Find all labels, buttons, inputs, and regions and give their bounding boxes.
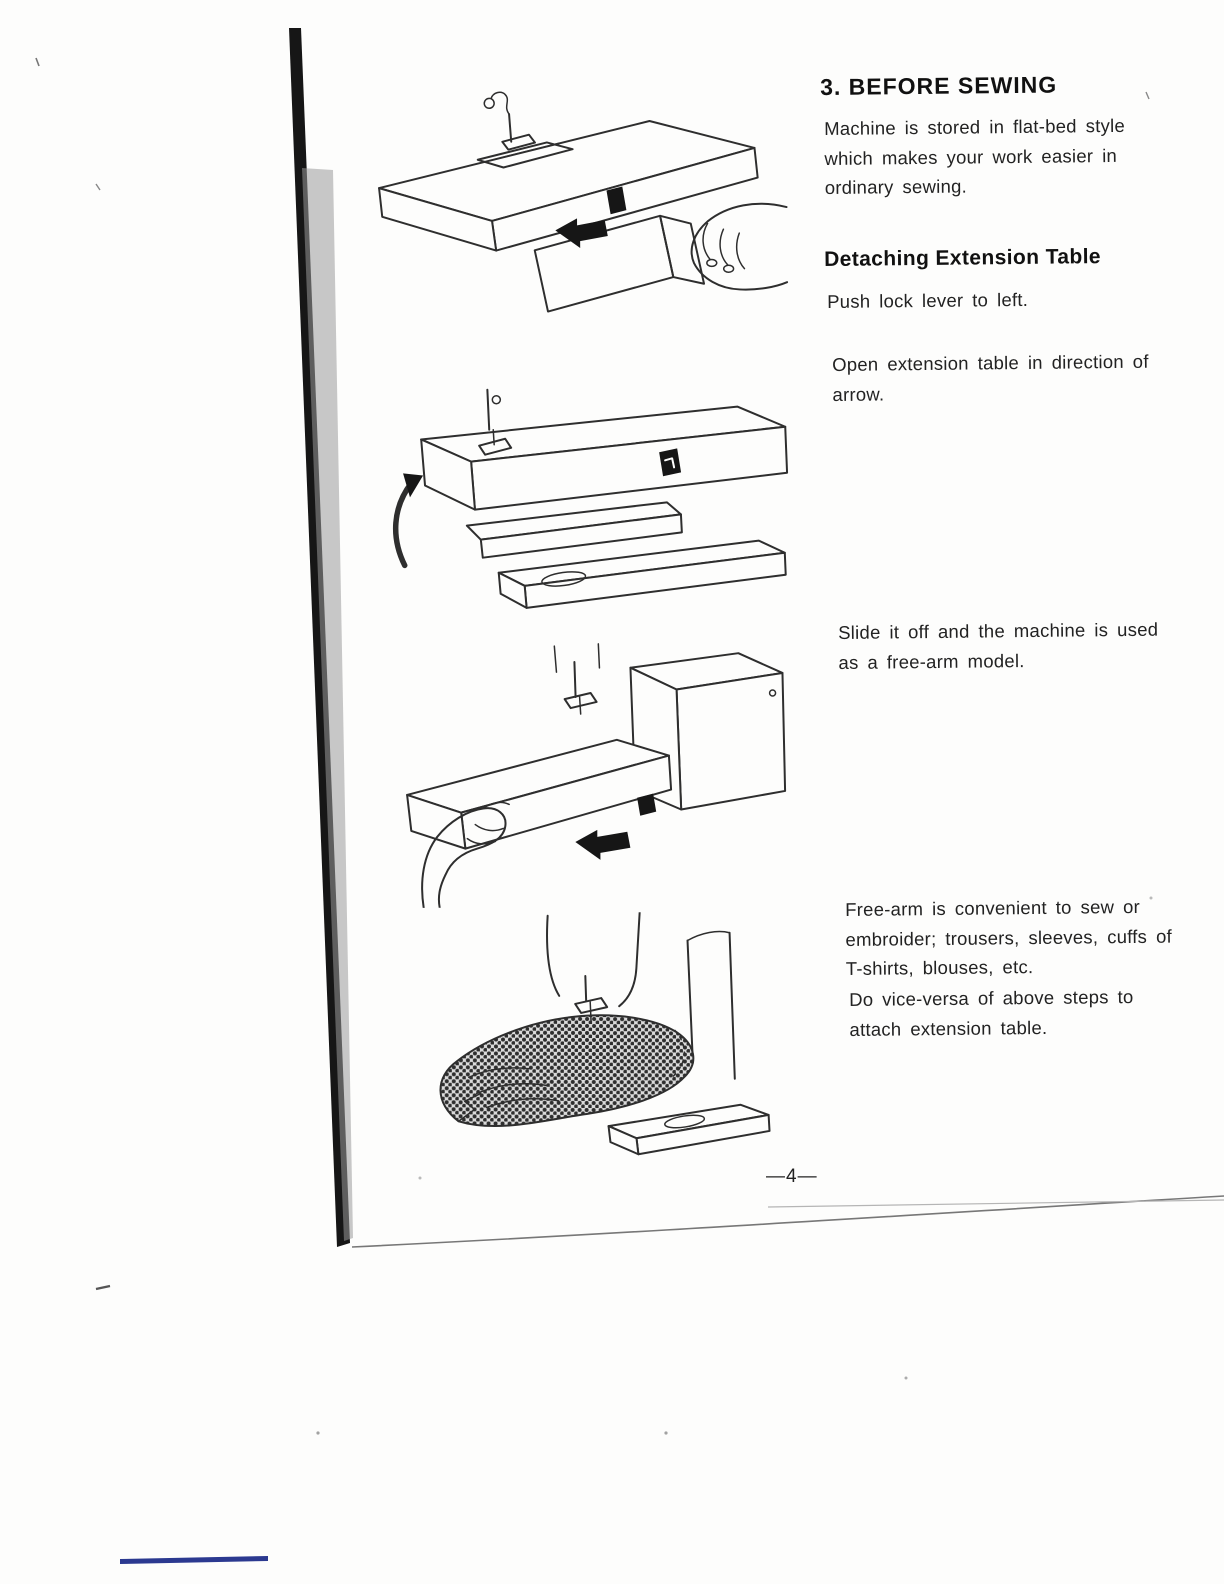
figure-slide-off-table	[377, 641, 790, 908]
extension-table	[407, 740, 672, 849]
intro-paragraph: Machine is stored in flat-bed style which makes your work easier in ordinary sewing.	[824, 114, 1126, 199]
scan-speck-2	[664, 1431, 667, 1434]
book-spine-shadow	[289, 28, 350, 1247]
page-title: 3. BEFORE SEWING	[820, 71, 1058, 100]
section-title: Detaching Extension Table	[824, 245, 1102, 271]
scan-speck-1	[316, 1431, 319, 1434]
fabric-sleeve	[440, 1014, 693, 1127]
stray-mark-top-left	[36, 58, 39, 66]
needle-head	[554, 644, 599, 714]
extension-table	[608, 1104, 769, 1155]
figure-free-arm-sewing	[387, 911, 790, 1168]
machine-arm	[421, 405, 787, 510]
stray-dash-mark	[96, 1286, 110, 1289]
hand	[691, 204, 787, 290]
stray-mark-left	[96, 184, 100, 190]
scan-speck-5	[419, 1177, 422, 1180]
step-open-extension-table: Open extension table in direction of arrow.	[832, 350, 1149, 405]
machine-head	[547, 912, 640, 1006]
step-push-lock-lever: Push lock lever to left.	[827, 288, 1029, 312]
blue-ink-mark	[120, 1556, 268, 1564]
figure-push-lock-lever	[357, 78, 791, 343]
page-bottom-edge-2	[768, 1200, 1224, 1207]
scan-speck-3	[905, 1377, 908, 1380]
spine-gray-band	[302, 168, 353, 1241]
page-number: —4—	[766, 1166, 818, 1187]
step-slide-off: Slide it off and the machine is used as a free-arm model.	[838, 618, 1159, 673]
note-reattach-table: Do vice-versa of above steps to attach extension table.	[849, 986, 1134, 1040]
free-arm-bed	[467, 502, 682, 559]
presser-foot	[484, 92, 535, 150]
curved-arrow-up-icon	[396, 473, 424, 565]
page-bottom-edge	[352, 1196, 1224, 1247]
figure-open-extension-table	[358, 367, 791, 619]
note-free-arm-uses: Free-arm is convenient to sew or embroider; trousers, sleeves, cuffs of T-shirts, blouses, etc.	[845, 895, 1173, 980]
arrow-left-icon	[575, 830, 630, 860]
